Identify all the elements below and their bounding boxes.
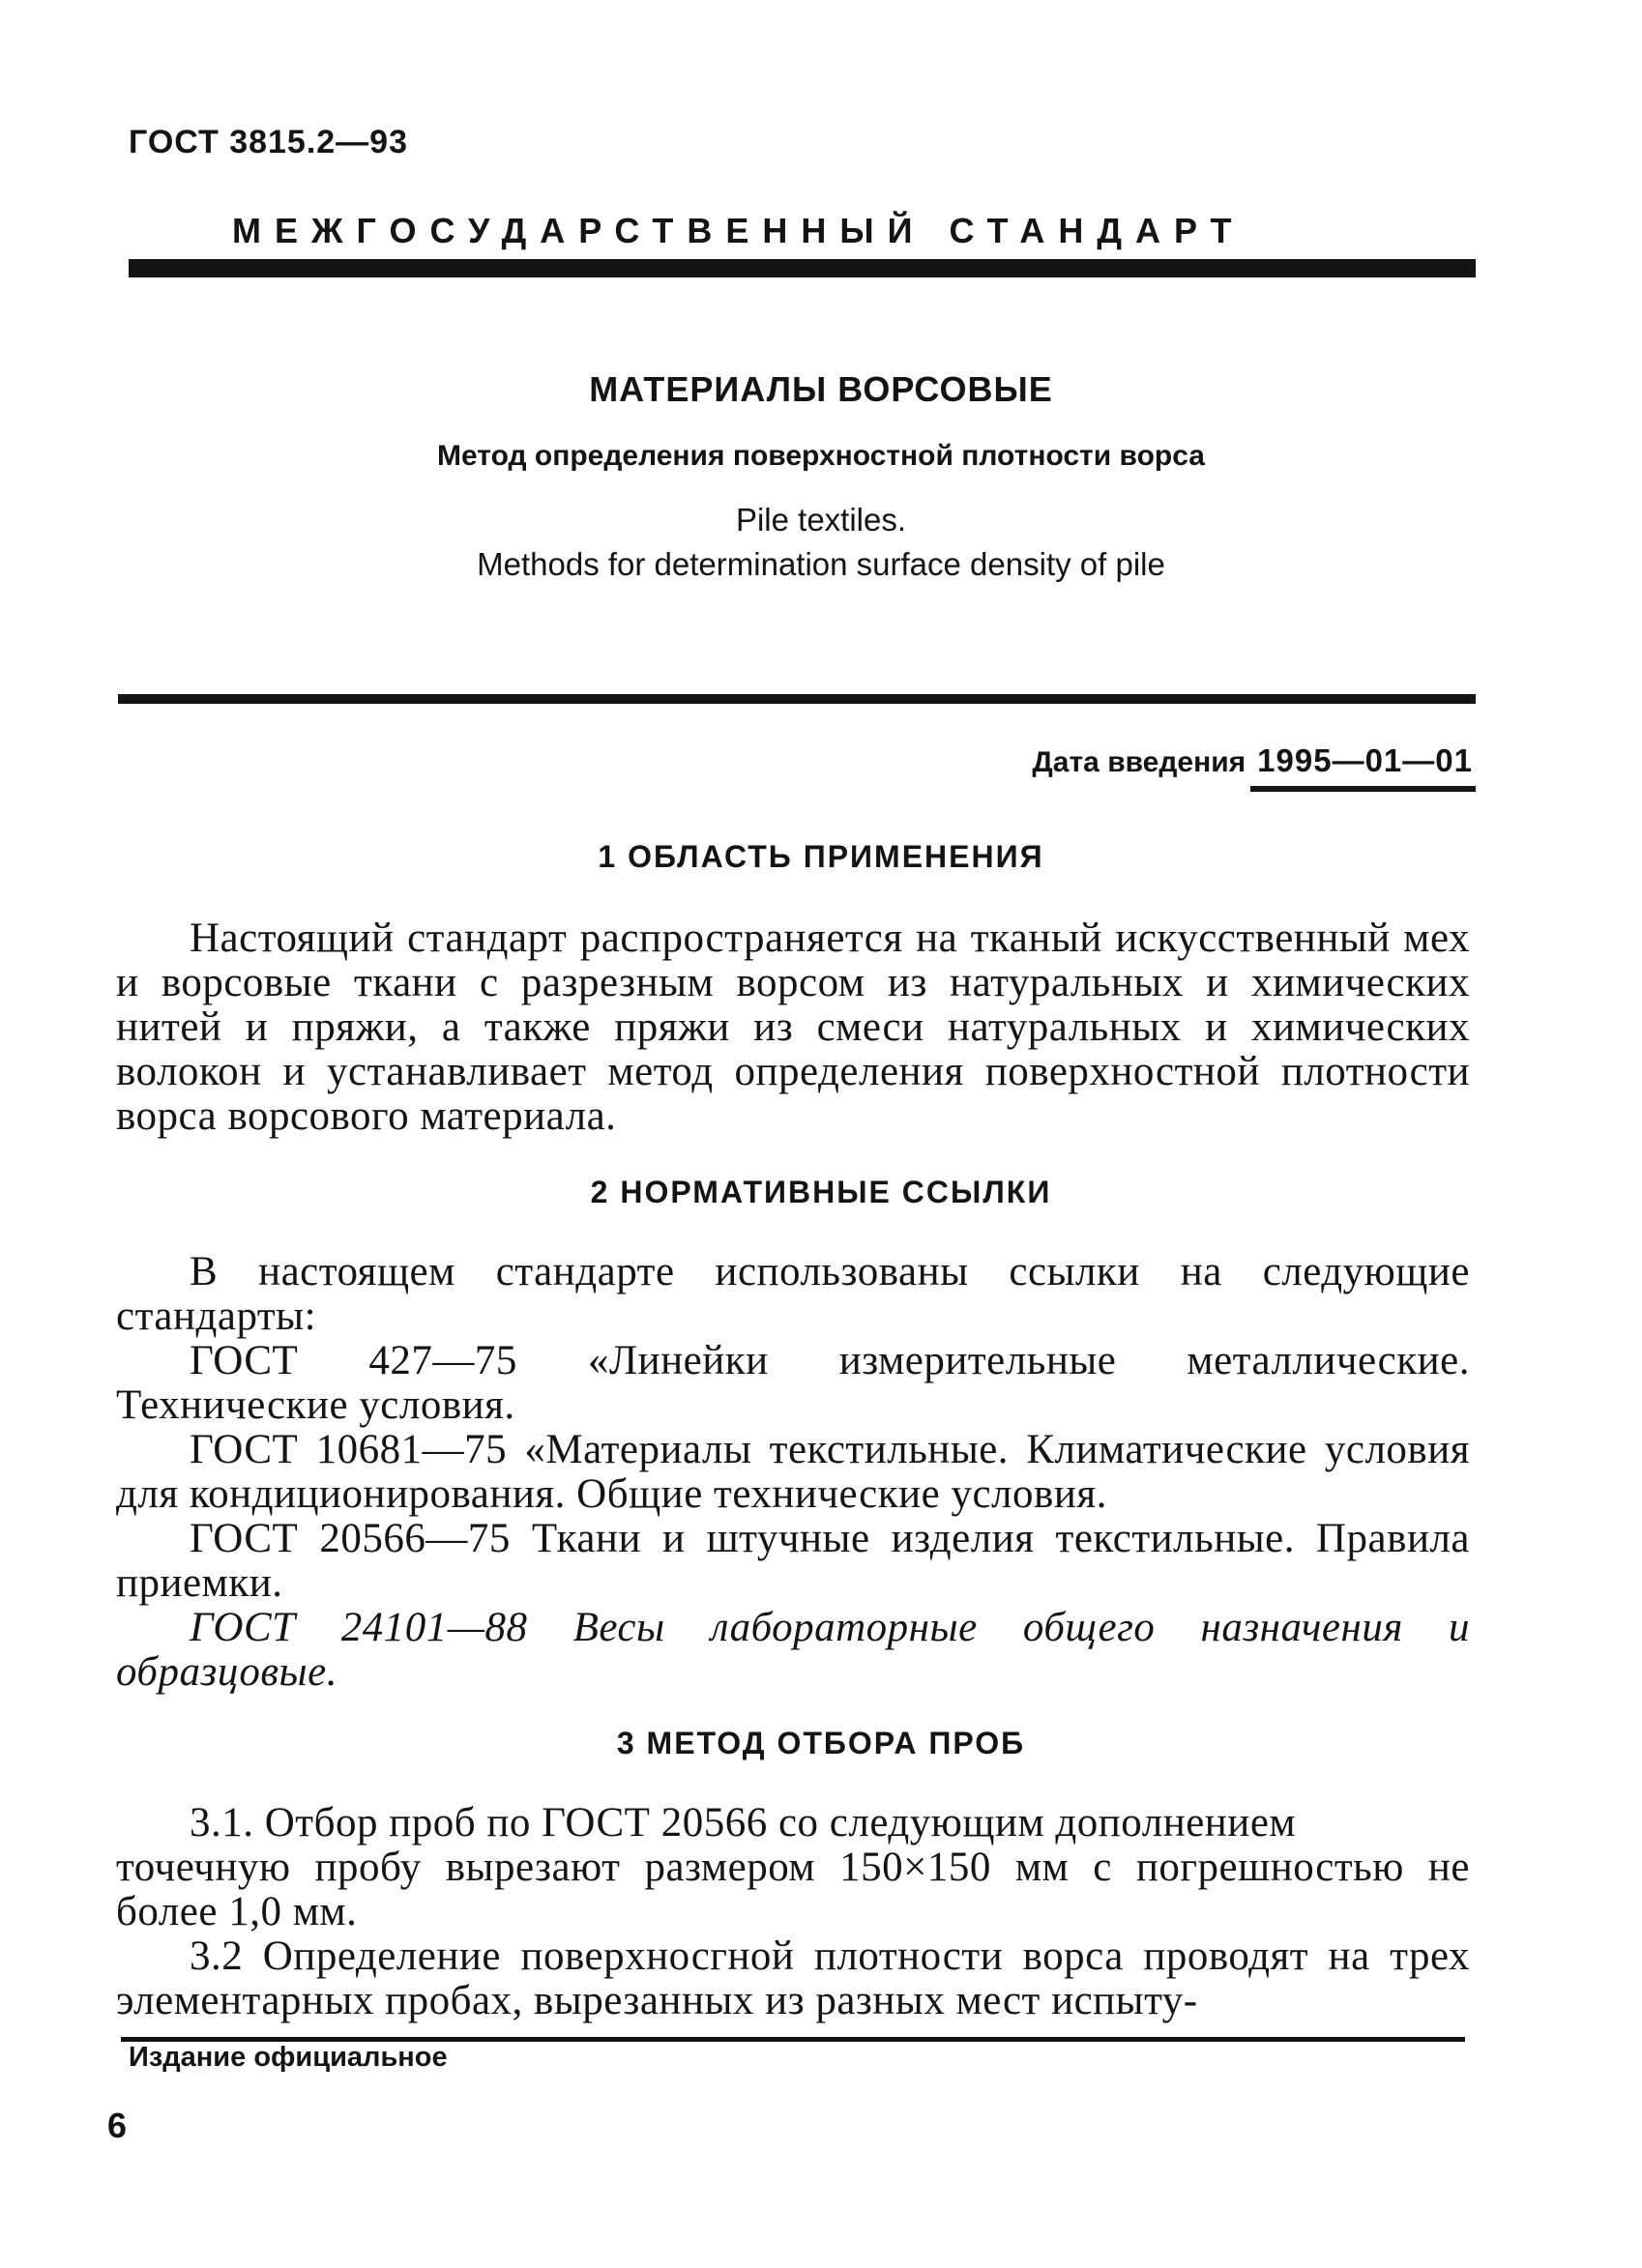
section-heading-scope: 1 ОБЛАСТЬ ПРИМЕНЕНИЯ [598,839,1044,874]
title-rule [118,694,1476,704]
document-title: МАТЕРИАЛЫ ВОРСОВЫЕ [589,369,1053,409]
document-subtitle: Метод определения поверхностной плотности ворса [437,440,1205,472]
document-code: ГОСТ 3815.2—93 [129,124,409,160]
date-underline [1250,786,1476,792]
paragraph: В настоящем стандарте использованы ссылки на следующие стандарты: [116,1249,1470,1339]
reference-item: ГОСТ 20566—75 Ткани и штучные изделия текстильные. Правила приемки. [116,1516,1470,1606]
header-rule [129,259,1476,277]
section-body-sampling [116,1801,1470,2023]
introduction-date-value: 1995—01—01 [1257,742,1473,778]
english-title [0,498,1642,587]
section-body-references [116,1250,1470,1695]
paragraph: Настоящий стандарт распространяется на тканый искусственный мех и ворсовые ткани с разрезным ворсом из натуральных и химических нитей и пряжи, а также пряжи из смеси натуральных и химических волокон и устанавливает метод определения поверхностной плотности ворса ворсового материала. [116,916,1470,1139]
section-body-scope [116,916,1470,1139]
english-title-line-2: Methods for determination surface density of pile [477,546,1165,582]
introduction-date-label: Дата введения [1032,746,1246,778]
reference-item: ГОСТ 427—75 «Линейки измерительные металлические. Технические условия. [116,1338,1470,1428]
english-title-line-1: Pile textiles. [735,502,907,538]
reference-item: ГОСТ 10681—75 «Материалы текстильные. Климатические условия для кондиционирования. Общие технические условия. [116,1427,1470,1517]
paragraph: 3.2 Определение поверхносгной плотности ворса проводят на трех элементарных пробах, вырезанных из разных мест испыту- [116,1934,1470,2023]
introduction-date [1032,742,1473,779]
section-heading-references: 2 НОРМАТИВНЫЕ ССЫЛКИ [590,1175,1052,1209]
section-heading-sampling: 3 МЕТОД ОТБОРА ПРОБ [616,1726,1026,1760]
reference-item: ГОСТ 24101—88 Весы лабораторные общего назначения и образцовые. [116,1605,1470,1695]
edition-label: Издание официальное [129,2042,448,2073]
page-number: 6 [107,2106,128,2145]
standard-series-label: МЕЖГОСУДАРСТВЕННЫЙ СТАНДАРТ [232,211,1246,250]
paragraph: точечную пробу вырезают размером 150×150 мм с погрешностью не более 1,0 мм. [116,1845,1470,1934]
paragraph: 3.1. Отбор проб по ГОСТ 20566 со следующим дополнением [190,1800,1297,1846]
